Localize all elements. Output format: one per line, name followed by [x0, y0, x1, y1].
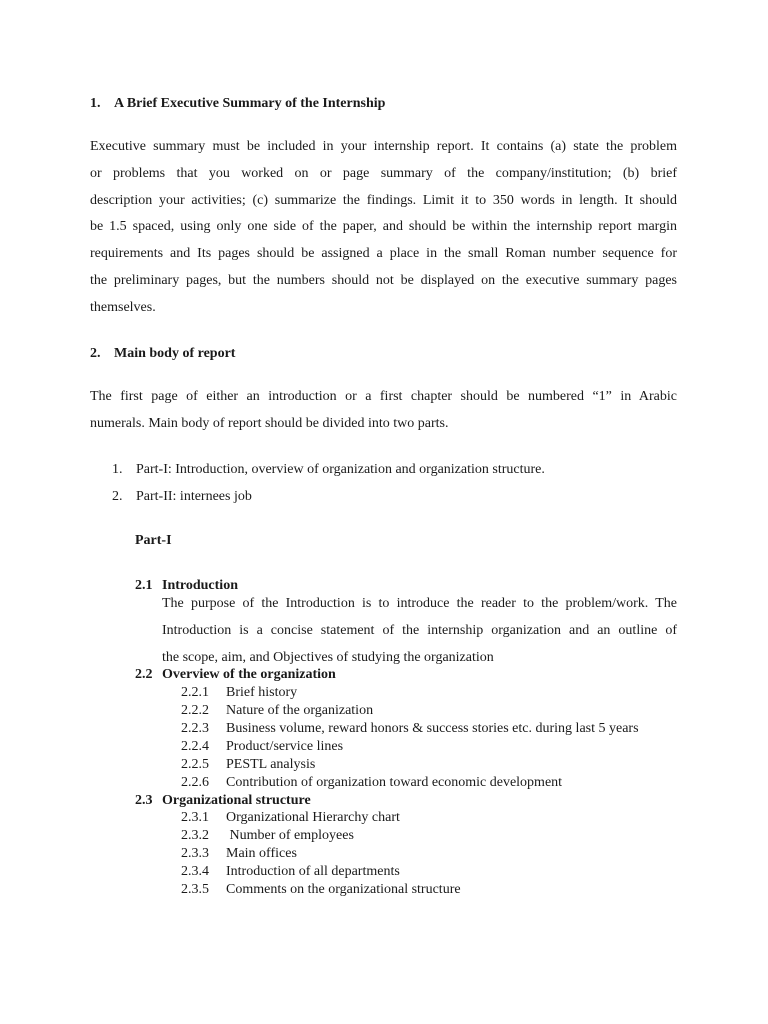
list-item — [181, 702, 639, 720]
list-item-text: Comments on the organizational structure — [226, 882, 461, 897]
section-1-heading — [90, 95, 385, 113]
subsection-2-3-heading — [135, 792, 311, 810]
paragraph-line: The first page of either an introduction or a first chapter should be numbered “1” in Arabic — [90, 389, 677, 404]
subsection-2-2-heading — [135, 666, 336, 684]
paragraph-line: themselves. — [90, 299, 156, 315]
paragraph-line: numerals. Main body of report should be divided into two parts. — [90, 415, 449, 431]
subsection-number: 2.1 — [135, 578, 153, 593]
subsection-2-2-list — [181, 684, 639, 792]
list-item-text: Brief history — [226, 685, 298, 700]
list-item-text: Main offices — [226, 846, 297, 861]
list-item-number: 2.2.4 — [181, 739, 209, 754]
list-item-text: Nature of the organization — [226, 703, 374, 718]
list-item — [181, 809, 461, 827]
list-item — [181, 863, 461, 881]
paragraph-line: Introduction is a concise statement of the internship organization and an outline of — [162, 622, 677, 638]
list-item-text: Contribution of organization toward economic development — [226, 775, 563, 790]
list-item-text: Part-I: Introduction, overview of organization and organization structure. — [136, 462, 545, 477]
list-item-number: 2.2.5 — [181, 757, 209, 772]
subsection-2-1-paragraph — [162, 591, 677, 671]
list-item-number: 1. — [112, 462, 123, 477]
list-item-number: 2.3.2 — [181, 828, 209, 843]
list-item-number: 2.2.6 — [181, 775, 209, 790]
list-item — [181, 684, 639, 702]
list-item-text: Business volume, reward honors & success stories etc. during last 5 years — [226, 721, 639, 736]
list-item-text: PESTL analysis — [226, 757, 316, 772]
paragraph-line: description your activities; (c) summarize the findings. Limit it to 350 words in length. It should — [90, 192, 677, 208]
list-item-number: 2.3.3 — [181, 846, 209, 861]
list-item-text: Number of employees — [226, 828, 354, 843]
subsection-title: Introduction — [162, 578, 238, 593]
subsection-title: Overview of the organization — [162, 667, 336, 682]
list-item-number: 2. — [112, 489, 123, 504]
subsection-title: Organizational structure — [162, 793, 311, 808]
list-item-number: 2.3.1 — [181, 810, 209, 825]
paragraph-line: requirements and Its pages should be assigned a place in the small Roman number sequence for — [90, 246, 677, 262]
section-1-title: A Brief Executive Summary of the Internship — [114, 96, 386, 111]
list-item-number: 2.3.5 — [181, 882, 209, 897]
subsection-number: 2.2 — [135, 667, 153, 682]
list-item-text: Introduction of all departments — [226, 864, 400, 879]
paragraph-line: be 1.5 spaced, using only one side of the paper, and should be within the internship report margin — [90, 219, 677, 235]
subsection-2-3-list — [181, 809, 461, 899]
list-item-text: Organizational Hierarchy chart — [226, 810, 400, 825]
list-item — [181, 720, 639, 738]
part-1-heading: Part-I — [135, 533, 172, 548]
list-item — [181, 774, 639, 792]
section-1-number: 1. — [90, 96, 101, 111]
section-2-number: 2. — [90, 346, 101, 361]
section-2-title: Main body of report — [114, 346, 236, 361]
list-item-number: 2.2.1 — [181, 685, 209, 700]
list-item-text: Product/service lines — [226, 739, 344, 754]
list-item-text: Part-II: internees job — [136, 489, 252, 504]
section-2-heading — [90, 345, 235, 363]
list-item — [181, 881, 461, 899]
paragraph-line: The purpose of the Introduction is to introduce the reader to the problem/work. The — [162, 596, 677, 611]
paragraph-line: or problems that you worked on or page summary of the company/institution; (b) brief — [90, 165, 677, 181]
list-item-number: 2.3.4 — [181, 864, 209, 879]
list-item-number: 2.2.3 — [181, 721, 209, 736]
section-2-paragraph — [90, 384, 677, 438]
paragraph-line: the preliminary pages, but the numbers should not be displayed on the executive summary pages — [90, 272, 677, 288]
list-item — [181, 756, 639, 774]
list-item — [181, 845, 461, 863]
list-item-number: 2.2.2 — [181, 703, 209, 718]
section-1-paragraph — [90, 134, 677, 322]
subsection-number: 2.3 — [135, 793, 153, 808]
paragraph-line: the scope, aim, and Objectives of studying the organization — [162, 649, 494, 665]
parts-list-item — [112, 461, 545, 479]
parts-list-item — [112, 488, 252, 506]
paragraph-line: Executive summary must be included in your internship report. It contains (a) state the problem — [90, 139, 677, 154]
list-item — [181, 738, 639, 756]
list-item — [181, 827, 461, 845]
